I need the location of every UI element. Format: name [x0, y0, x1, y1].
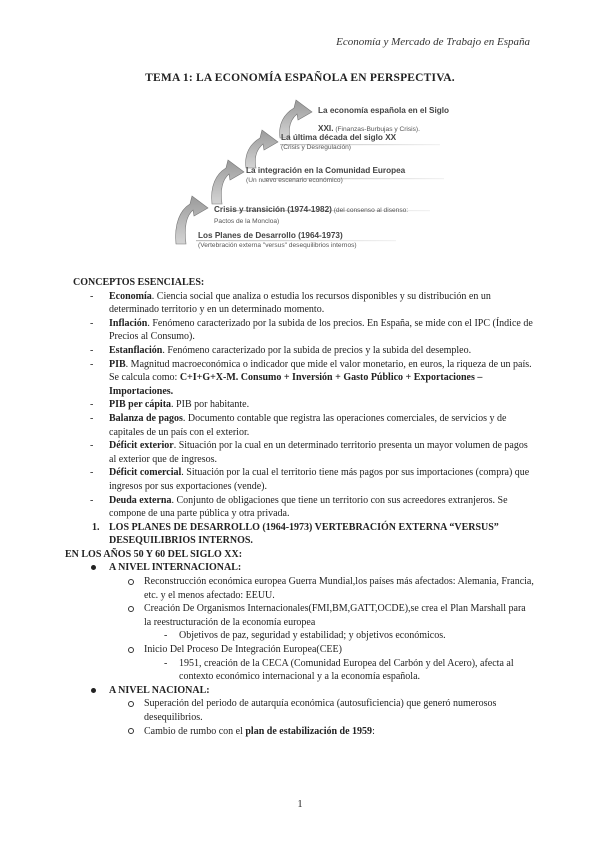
- concept-item: - Inflación. Fenómeno caracterizado por la subida de los precios. En España, se mide con el IPC (Índice de Precios al Consumo).: [73, 317, 535, 344]
- timeline-step-ultima-decada: La última década del siglo XX (Crisis y Desregulación): [281, 133, 397, 151]
- timeline-step-integracion: La integración en la Comunidad Europea (Un nuevo escenario económico): [246, 166, 406, 184]
- page-title: TEMA 1: LA ECONOMÍA ESPAÑOLA EN PERSPECTIVA.: [145, 72, 455, 84]
- international-point: Reconstrucción económica europea Guerra Mundial,los países más afectados: Alemania, Francia, etc. y el menos afectado: EEUU.: [73, 575, 535, 602]
- international-point: Creación De Organismos Internacionales(FMI,BM,GATT,OCDE),se crea el Plan Marshall para la reestructuración de la economía europea: [73, 602, 535, 629]
- concept-item: - Deuda externa. Conjunto de obligaciones que tiene un territorio con sus acreedores extranjeros. Se compone de una parte pública y otra privada.: [73, 494, 535, 521]
- international-subpoint: - Objetivos de paz, seguridad y estabilidad; y objetivos económicos.: [73, 629, 535, 643]
- concept-item: - Estanflación. Fenómeno caracterizado por la subida de precios y la subida del desempleo.: [73, 344, 535, 358]
- concepts-heading: CONCEPTOS ESENCIALES:: [73, 277, 205, 288]
- running-header: Economía y Mercado de Trabajo en España: [336, 36, 530, 48]
- page-number: 1: [297, 799, 303, 810]
- document-body: [65, 276, 535, 738]
- international-point: Inicio Del Proceso De Integración Europea(CEE): [73, 643, 535, 657]
- national-level-heading: A NIVEL NACIONAL:: [73, 684, 535, 698]
- timeline-step-crisis-transicion: Crisis y transición (1974-1982) (del consenso al disenso: Pactos de la Moncloa): [214, 205, 409, 225]
- concept-item: - Déficit comercial. Situación por la cual el territorio tiene más pagos por sus importaciones (compra) que ingresos por sus exportaciones (vende).: [73, 466, 535, 493]
- concept-item: - Economía. Ciencia social que analiza o estudia los recursos disponibles y su distribución en un determinado territorio y en un determinado momento.: [73, 290, 535, 317]
- concepts-list: [73, 290, 535, 521]
- international-level-heading: A NIVEL INTERNACIONAL:: [73, 561, 535, 575]
- timeline-step-planes-desarrollo: Los Planes de Desarrollo (1964-1973) (Vertebración externa "versus" desequilibrios internos): [198, 231, 357, 249]
- national-point: Superación del periodo de autarquía económica (autosuficiencia) que generó numerosos desequilibrios.: [73, 697, 535, 724]
- concept-item: - PIB per cápita. PIB por habitante.: [73, 398, 535, 412]
- section-1-subheading: EN LOS AÑOS 50 Y 60 DEL SIGLO XX:: [65, 548, 243, 560]
- arrow-3: [246, 130, 278, 168]
- timeline-diagram: [168, 92, 458, 262]
- concept-item: - Déficit exterior. Situación por la cual en un determinado territorio presenta un mayor volumen de pagos al exterior que de ingresos.: [73, 439, 535, 466]
- national-point: Cambio de rumbo con el plan de estabilización de 1959:: [73, 725, 535, 739]
- concept-item: - PIB. Magnitud macroeconómica o indicador que mide el valor monetario, en euros, la riqueza de un país. Se calcula como: C+I+G+X-M. Consumo + Inversión + Gasto Público + Exportaciones – Importaciones.: [73, 358, 535, 399]
- arrow-2: [212, 160, 244, 204]
- timeline-step-siglo-xxi: La economía española en el Siglo XXI. (Finanzas-Burbujas y Crisis).: [318, 106, 450, 133]
- section-1-heading: 1. LOS PLANES DE DESARROLLO (1964-1973) VERTEBRACIÓN EXTERNA “VERSUS” DESEQUILIBRIOS INTERNOS.: [92, 521, 499, 547]
- international-subpoint: - 1951, creación de la CECA (Comunidad Europea del Carbón y del Acero), afecta al contexto económico internacional y a la economía española.: [73, 657, 535, 684]
- concept-item: - Balanza de pagos. Documento contable que registra las operaciones comerciales, de servicios y de capitales de un país con el exterior.: [73, 412, 535, 439]
